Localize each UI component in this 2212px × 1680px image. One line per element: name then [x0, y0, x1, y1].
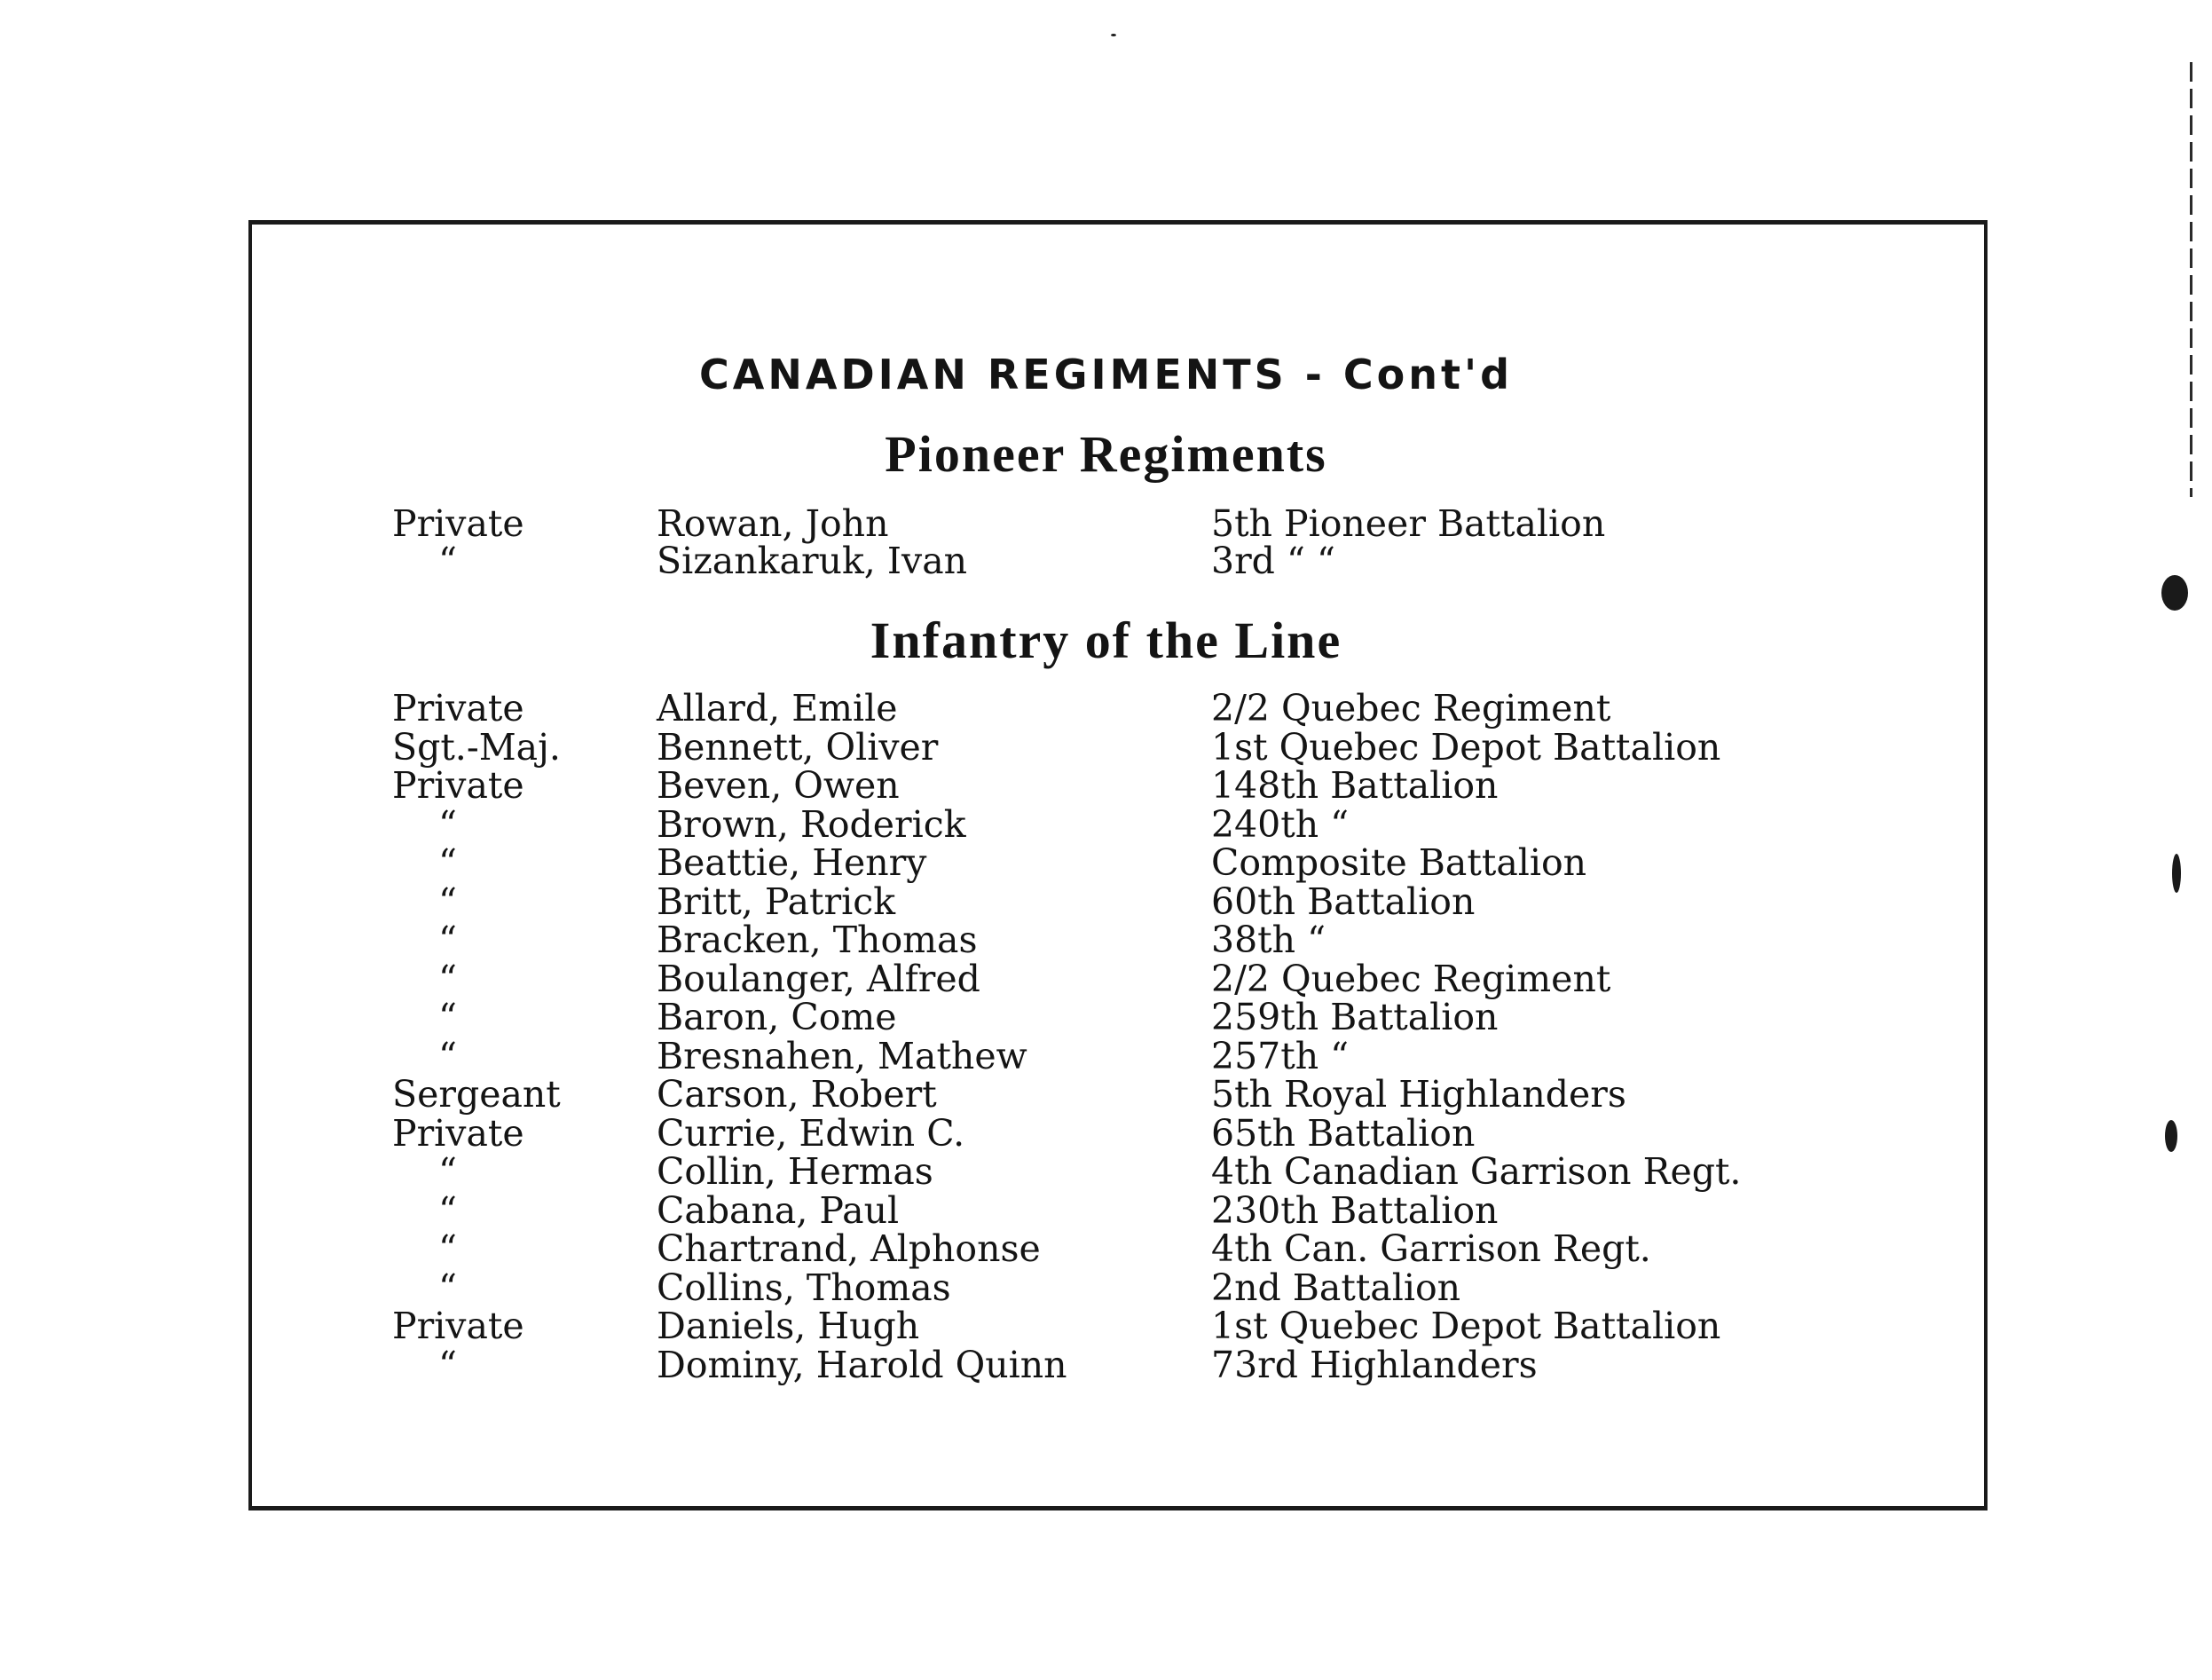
unit: 60th Battalion — [1211, 879, 1476, 923]
list-item — [0, 1034, 2212, 1077]
list-item — [0, 998, 2212, 1037]
rank: “ — [438, 1034, 457, 1077]
unit: Composite Battalion — [1211, 841, 1587, 884]
unit: 2/2 Quebec Regiment — [1211, 687, 1611, 730]
soldier-name: Baron, Come — [657, 996, 897, 1038]
rank: Private — [392, 502, 524, 545]
rank: “ — [438, 540, 457, 582]
soldier-name: Chartrand, Alphonse — [657, 1227, 1041, 1270]
unit: 4th Can. Garrison Regt. — [1211, 1227, 1651, 1270]
rank: Private — [392, 687, 524, 730]
list-item — [0, 959, 2212, 998]
unit: 259th Battalion — [1211, 996, 1499, 1038]
unit: 4th Canadian Garrison Regt. — [1211, 1150, 1742, 1193]
rank: “ — [438, 802, 457, 846]
unit: 1st Quebec Depot Battalion — [1211, 1305, 1721, 1347]
list-item — [0, 541, 2212, 580]
list-item — [0, 504, 2212, 543]
list-item — [0, 802, 2212, 846]
unit: 65th Battalion — [1211, 1111, 1476, 1155]
soldier-name: Beven, Owen — [657, 764, 900, 807]
soldier-name: Dominy, Harold Quinn — [657, 1343, 1067, 1386]
soldier-name: Daniels, Hugh — [657, 1305, 920, 1347]
rank: “ — [438, 1343, 457, 1386]
soldier-name: Beattie, Henry — [657, 841, 927, 884]
list-item — [0, 920, 2212, 959]
section-heading-infantry: Infantry of the Line — [870, 611, 1342, 669]
rank: “ — [438, 919, 457, 961]
unit: 73rd Highlanders — [1211, 1343, 1538, 1386]
margin-speck — [1111, 34, 1116, 36]
soldier-name: Britt, Patrick — [657, 879, 896, 923]
list-item — [0, 725, 2212, 769]
unit: 2nd Battalion — [1211, 1266, 1461, 1309]
page-title: CANADIAN REGIMENTS - Cont'd — [698, 351, 1514, 398]
section-heading-pioneer: Pioneer Regiments — [885, 425, 1327, 483]
unit: 240th “ — [1211, 802, 1350, 846]
rank: Private — [392, 1111, 524, 1155]
rank: “ — [438, 1227, 457, 1270]
soldier-name: Sizankaruk, Ivan — [657, 540, 968, 582]
soldier-name: Rowan, John — [657, 502, 889, 545]
unit: 5th Pioneer Battalion — [1211, 502, 1606, 545]
unit: 1st Quebec Depot Battalion — [1211, 725, 1721, 769]
rank: Sgt.-Maj. — [392, 725, 561, 769]
rank: “ — [438, 1188, 457, 1232]
rank: Sergeant — [392, 1073, 561, 1116]
list-item — [0, 689, 2212, 728]
list-item — [0, 1345, 2212, 1384]
soldier-name: Cabana, Paul — [657, 1188, 900, 1232]
rank: “ — [438, 1150, 457, 1193]
soldier-name: Bennett, Oliver — [657, 725, 939, 769]
list-item — [0, 1152, 2212, 1191]
unit: 2/2 Quebec Regiment — [1211, 957, 1611, 1000]
unit: 148th Battalion — [1211, 764, 1499, 807]
unit: 257th “ — [1211, 1034, 1350, 1077]
list-item — [0, 1188, 2212, 1232]
list-item — [0, 1075, 2212, 1114]
list-item — [0, 1229, 2212, 1268]
unit: 5th Royal Highlanders — [1211, 1073, 1626, 1116]
rank: “ — [438, 879, 457, 923]
soldier-name: Collins, Thomas — [657, 1266, 951, 1309]
soldier-name: Bresnahen, Mathew — [657, 1034, 1027, 1077]
rank: “ — [438, 957, 457, 1000]
list-item — [0, 1111, 2212, 1155]
soldier-name: Boulanger, Alfred — [657, 957, 980, 1000]
soldier-name: Brown, Roderick — [657, 802, 966, 846]
soldier-name: Collin, Hermas — [657, 1150, 933, 1193]
margin-speck — [2161, 575, 2188, 611]
list-item — [0, 1268, 2212, 1307]
list-item — [0, 1306, 2212, 1345]
rank: “ — [438, 996, 457, 1038]
soldier-name: Currie, Edwin C. — [657, 1111, 965, 1155]
unit: 38th “ — [1211, 919, 1326, 961]
soldier-name: Bracken, Thomas — [657, 919, 978, 961]
unit: 3rd “ “ — [1211, 540, 1335, 582]
soldier-name: Allard, Emile — [657, 687, 898, 730]
unit: 230th Battalion — [1211, 1188, 1499, 1232]
list-item — [0, 766, 2212, 805]
rank: “ — [438, 841, 457, 884]
list-item — [0, 879, 2212, 923]
rank: Private — [392, 764, 524, 807]
list-item — [0, 843, 2212, 882]
rank: Private — [392, 1305, 524, 1347]
soldier-name: Carson, Robert — [657, 1073, 937, 1116]
rank: “ — [438, 1266, 457, 1309]
